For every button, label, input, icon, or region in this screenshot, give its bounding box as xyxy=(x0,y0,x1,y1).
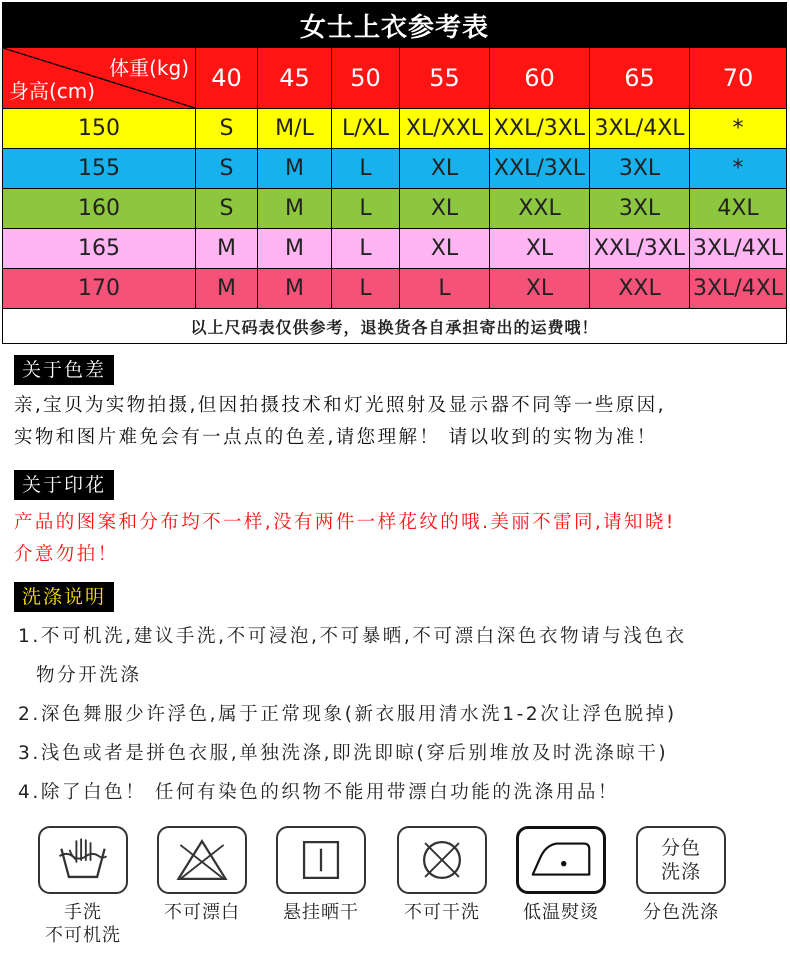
table-row xyxy=(3,229,787,269)
print-line-2: 介意勿拍！ xyxy=(14,544,119,565)
weight-column-header: 65 xyxy=(590,48,690,109)
size-cell: L/XL xyxy=(332,109,400,149)
size-cell: XL xyxy=(400,229,490,269)
hand-wash-label xyxy=(18,901,148,947)
size-cell: XL xyxy=(400,149,490,189)
wash-item-1-text: 1.不可机洗,建议手洗,不可浸泡,不可暴晒,不可漂白深色衣物请与浅色衣 xyxy=(18,626,687,647)
size-cell: XL xyxy=(400,189,490,229)
table-row xyxy=(3,269,787,309)
no-bleach-icon xyxy=(157,826,247,894)
size-cell: * xyxy=(690,149,787,189)
size-cell: L xyxy=(332,149,400,189)
separate-wash-label: 分色洗涤 xyxy=(643,902,719,923)
height-cell: 170 xyxy=(3,269,196,309)
separate-wash-icon-text-1: 分色 xyxy=(660,837,701,859)
size-cell: XL xyxy=(490,269,590,309)
low-iron-icon xyxy=(516,826,606,894)
weight-column-header: 60 xyxy=(490,48,590,109)
size-cell: XL/XXL xyxy=(400,109,490,149)
list-item: 3.浅色或者是拼色衣服,单独洗涤,即洗即晾(穿后别堆放及时洗涤晾干) xyxy=(18,743,669,764)
weight-column-header: 55 xyxy=(400,48,490,109)
print-heading: 关于印花 xyxy=(14,470,114,500)
low-iron-label: 低温熨烫 xyxy=(523,902,599,923)
no-bleach-label: 不可漂白 xyxy=(164,902,240,923)
height-cell: 165 xyxy=(3,229,196,269)
height-header: 身高(cm) xyxy=(9,79,96,103)
size-cell: 3XL/4XL xyxy=(690,269,787,309)
size-cell: L xyxy=(332,269,400,309)
size-chart-title: 女士上衣参考表 xyxy=(3,3,787,48)
color-difference-heading: 关于色差 xyxy=(14,355,114,385)
height-cell: 150 xyxy=(3,109,196,149)
size-cell: M xyxy=(258,149,332,189)
list-item: 4.除了白色！ 任何有染色的织物不能用带漂白功能的洗涤用品！ xyxy=(18,782,620,803)
size-cell: L xyxy=(332,189,400,229)
height-cell: 155 xyxy=(3,149,196,189)
weight-column-header: 70 xyxy=(690,48,787,109)
size-cell: M/L xyxy=(258,109,332,149)
size-cell: M xyxy=(258,229,332,269)
color-difference-text xyxy=(14,390,784,454)
wash-item-1-continued: 物分开洗涤 xyxy=(36,665,142,686)
size-cell: XXL xyxy=(490,189,590,229)
hand-wash-label-line-1: 手洗 xyxy=(64,902,102,923)
no-dry-clean-icon xyxy=(397,826,487,894)
size-chart-note: 以上尺码表仅供参考，退换货各自承担寄出的运费哦！ xyxy=(3,309,787,344)
separate-wash-icon-text xyxy=(638,836,724,884)
size-chart-table xyxy=(2,2,787,344)
hang-dry-icon xyxy=(276,826,366,894)
size-cell: M xyxy=(196,269,258,309)
print-text xyxy=(14,507,784,571)
size-cell: 3XL/4XL xyxy=(690,229,787,269)
size-cell: L xyxy=(400,269,490,309)
size-cell: L xyxy=(332,229,400,269)
table-row xyxy=(3,149,787,189)
size-cell: XXL/3XL xyxy=(590,229,690,269)
weight-column-header: 45 xyxy=(258,48,332,109)
table-corner-header xyxy=(3,48,196,109)
color-difference-line-1: 亲,宝贝为实物拍摄,但因拍摄技术和灯光照射及显示器不同等一些原因, xyxy=(14,395,666,416)
washing-instructions-heading: 洗涤说明 xyxy=(14,582,114,612)
weight-header: 体重(kg) xyxy=(109,56,189,80)
list-item xyxy=(18,617,788,695)
print-line-1: 产品的图案和分布均不一样,没有两件一样花纹的哦.美丽不雷同,请知晓! xyxy=(14,512,676,533)
table-row xyxy=(3,189,787,229)
washing-instructions-list xyxy=(18,617,788,812)
no-dry-clean-label: 不可干洗 xyxy=(404,902,480,923)
table-row xyxy=(3,109,787,149)
size-cell: 4XL xyxy=(690,189,787,229)
hang-dry-label: 悬挂晒干 xyxy=(283,902,359,923)
size-cell: XXL xyxy=(590,269,690,309)
size-cell: XXL/3XL xyxy=(490,109,590,149)
size-cell: M xyxy=(196,229,258,269)
list-item: 2.深色舞服少许浮色,属于正常现象(新衣服用清水洗1-2次让浮色脱掉) xyxy=(18,704,677,725)
size-cell: 3XL xyxy=(590,189,690,229)
weight-column-header: 50 xyxy=(332,48,400,109)
size-cell: S xyxy=(196,109,258,149)
size-cell: 3XL/4XL xyxy=(590,109,690,149)
hand-wash-icon xyxy=(38,826,128,894)
size-cell: XXL/3XL xyxy=(490,149,590,189)
size-cell: M xyxy=(258,189,332,229)
hand-wash-label-line-2: 不可机洗 xyxy=(45,925,121,946)
weight-column-header: 40 xyxy=(196,48,258,109)
size-cell: S xyxy=(196,149,258,189)
size-cell: 3XL xyxy=(590,149,690,189)
size-cell: S xyxy=(196,189,258,229)
separate-wash-icon xyxy=(636,826,726,894)
size-cell: XL xyxy=(490,229,590,269)
size-cell: M xyxy=(258,269,332,309)
separate-wash-icon-text-2: 洗涤 xyxy=(660,861,701,883)
color-difference-line-2: 实物和图片难免会有一点点的色差,请您理解！ 请以收到的实物为准！ xyxy=(14,427,658,448)
size-cell: * xyxy=(690,109,787,149)
height-cell: 160 xyxy=(3,189,196,229)
